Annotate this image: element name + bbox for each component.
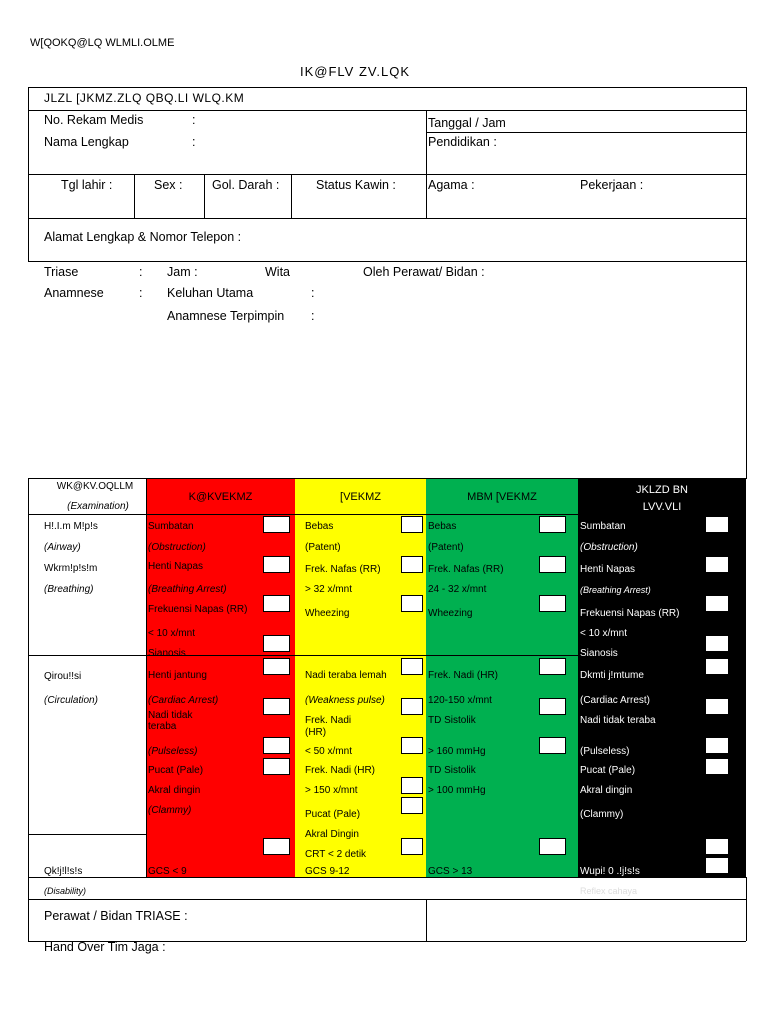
black-cardiac-arrest: (Cardiac Arrest) — [580, 695, 651, 706]
checkbox-green-bebas[interactable] — [539, 516, 566, 533]
black-lt10: < 10 x/mnt — [580, 628, 627, 639]
row-circulation-code: Qirou!!si — [44, 671, 82, 682]
red-akral: Akral dingin — [148, 785, 201, 796]
checkbox-yellow-crt[interactable] — [401, 838, 423, 855]
checkbox-yellow-pucat[interactable] — [401, 797, 423, 814]
label-pendidikan: Pendidikan : — [428, 135, 497, 149]
checkbox-yellow-frek-nadi[interactable] — [401, 698, 423, 715]
red-frekuensi: Frekuensi Napas (RR) — [148, 604, 248, 615]
yellow-patent: (Patent) — [305, 542, 341, 553]
row-breathing-label: (Breathing) — [44, 584, 94, 595]
checkbox-black-pulseless[interactable] — [705, 737, 729, 754]
black-denyut: Dkmti j!mtume — [580, 670, 644, 681]
colon: : — [139, 265, 143, 279]
checkbox-green-td-2[interactable] — [539, 737, 566, 754]
yellow-frek-nadi-hr: Frek. Nadi (HR) — [305, 765, 376, 776]
checkbox-yellow-nadi-lemah[interactable] — [401, 658, 423, 675]
checkbox-red-frekuensi[interactable] — [263, 595, 290, 612]
row-airway-code: H!.I.m M!p!s — [44, 521, 98, 532]
checkbox-black-frekuensi[interactable] — [705, 595, 729, 612]
checkbox-red-henti-jantung[interactable] — [263, 658, 290, 675]
checkbox-black-pucat[interactable] — [705, 758, 729, 775]
checkbox-black-henti-napas[interactable] — [705, 556, 729, 573]
yellow-akral: Akral Dingin — [305, 829, 359, 840]
checkbox-red-gcs[interactable] — [263, 838, 290, 855]
black-obstruction: (Obstruction) — [580, 542, 638, 553]
yellow-pucat: Pucat (Pale) — [305, 809, 361, 820]
row-breathing-code: Wkrm!p!s!m — [44, 563, 98, 574]
green-gt160: > 160 mmHg — [428, 746, 486, 757]
red-henti-napas: Henti Napas — [148, 561, 204, 572]
green-td-1: TD Sistolik — [428, 715, 476, 726]
green-gcs: GCS > 13 — [428, 866, 473, 877]
red-nadi-tidak-1: Nadi tidak — [148, 710, 193, 721]
checkbox-black-sumbatan[interactable] — [705, 516, 729, 533]
green-rr-range: 24 - 32 x/mnt — [428, 584, 487, 595]
red-gcs: GCS < 9 — [148, 866, 187, 877]
yellow-header: [VEKMZ — [340, 491, 381, 503]
black-reflex: Reflex cahaya — [580, 886, 638, 896]
yellow-weakness: (Weakness pulse) — [305, 695, 385, 706]
colon: : — [139, 286, 143, 300]
black-pulseless: (Pulseless) — [580, 746, 630, 757]
checkbox-black-denyut[interactable] — [705, 658, 729, 675]
colon: : — [311, 286, 315, 300]
checkbox-red-sumbatan[interactable] — [263, 516, 290, 533]
checkbox-black-sianosis[interactable] — [705, 635, 729, 652]
label-gol-darah: Gol. Darah : — [212, 178, 280, 192]
red-lt10: < 10 x/mnt — [148, 628, 195, 639]
checkbox-yellow-gt150[interactable] — [401, 777, 423, 794]
red-sianosis: Sianosis — [148, 648, 186, 659]
section-header: JLZL [JKMZ.ZLQ QBQ.LI WLQ.KM — [44, 91, 245, 105]
yellow-gcs: GCS 9-12 — [305, 866, 350, 877]
row-disability-code: Qk!j!l!s!s — [44, 866, 83, 877]
red-breathing-arrest: (Breathing Arrest) — [148, 584, 227, 595]
yellow-lt50: < 50 x/mnt — [305, 746, 352, 757]
checkbox-black-pupil[interactable] — [705, 838, 729, 855]
black-akral: Akral dingin — [580, 785, 633, 796]
green-td-2: TD Sistolik — [428, 765, 476, 776]
black-header-2: LVV.VLI — [642, 501, 682, 513]
red-pucat: Pucat (Pale) — [148, 765, 204, 776]
label-triase: Triase — [44, 265, 79, 279]
red-henti-jantung: Henti jantung — [148, 670, 207, 681]
label-anamnese-terpimpin: Anamnese Terpimpin — [167, 309, 285, 323]
label-oleh-perawat: Oleh Perawat/ Bidan : — [363, 265, 485, 279]
red-nadi-tidak-2: teraba — [148, 721, 177, 732]
red-obstruction: (Obstruction) — [148, 542, 206, 553]
checkbox-red-nadi-tidak[interactable] — [263, 698, 290, 715]
yellow-bebas: Bebas — [305, 521, 334, 532]
red-pulseless: (Pulseless) — [148, 746, 198, 757]
checkbox-green-gcs[interactable] — [539, 838, 566, 855]
green-wheezing: Wheezing — [428, 608, 473, 619]
doc-code: W[QOKQ@LQ WLMLI.OLME — [30, 37, 175, 49]
label-anamnese: Anamnese — [44, 286, 104, 300]
colon: : — [192, 113, 196, 127]
red-header: K@KVEKMZ — [188, 491, 253, 503]
green-header: MBM [VEKMZ — [467, 491, 537, 503]
row-airway-label: (Airway) — [44, 542, 81, 553]
yellow-frek-nafas: Frek. Nafas (RR) — [305, 564, 381, 575]
label-keluhan-utama: Keluhan Utama — [167, 286, 254, 300]
checkbox-black-nadi-tidak[interactable] — [705, 698, 729, 715]
colon: : — [311, 309, 315, 323]
black-breathing-arrest: (Breathing Arrest) — [580, 585, 651, 595]
black-sianosis: Sianosis — [580, 648, 618, 659]
black-henti-napas: Henti Napas — [580, 564, 636, 575]
red-cardiac-arrest: (Cardiac Arrest) — [148, 695, 219, 706]
label-tanggal-jam: Tanggal / Jam — [428, 116, 506, 130]
green-hr-range: 120-150 x/mnt — [428, 695, 492, 706]
checkbox-yellow-bebas[interactable] — [401, 516, 423, 533]
yellow-wheezing: Wheezing — [305, 608, 350, 619]
black-sumbatan: Sumbatan — [580, 521, 626, 532]
exam-header-label: (Examination) — [67, 501, 129, 512]
red-sumbatan: Sumbatan — [148, 521, 194, 532]
yellow-gt32: > 32 x/mnt — [305, 584, 352, 595]
checkbox-black-reflex[interactable] — [705, 857, 729, 874]
row-disability-label: (Disability) — [44, 886, 87, 896]
label-nama-lengkap: Nama Lengkap — [44, 135, 129, 149]
green-frek-nafas: Frek. Nafas (RR) — [428, 564, 504, 575]
black-pupil: Wupi! 0 .!j!s!s — [580, 866, 640, 877]
label-tgl-lahir: Tgl lahir : — [61, 178, 113, 192]
checkbox-yellow-frek-nafas[interactable] — [401, 556, 423, 573]
yellow-gt150: > 150 x/mnt — [305, 785, 358, 796]
exam-header-code: WK@KV.OQLLM — [56, 481, 134, 492]
checkbox-red-henti-napas[interactable] — [263, 556, 290, 573]
black-clammy: (Clammy) — [580, 809, 624, 820]
black-header-1: JKLZD BN — [636, 484, 688, 496]
black-frekuensi: Frekuensi Napas (RR) — [580, 608, 680, 619]
colon: : — [192, 135, 196, 149]
black-nadi-tidak: Nadi tidak teraba — [580, 715, 656, 726]
label-status-kawin: Status Kawin : — [316, 178, 396, 192]
yellow-crt: CRT < 2 detik — [305, 849, 367, 860]
row-circulation-label: (Circulation) — [44, 695, 98, 706]
yellow-frek-nadi-2: (HR) — [305, 727, 327, 738]
yellow-frek-nadi-1: Frek. Nadi — [305, 715, 352, 726]
label-sex: Sex : — [154, 178, 183, 192]
checkbox-green-td-1[interactable] — [539, 698, 566, 715]
yellow-nadi-lemah: Nadi teraba lemah — [305, 670, 387, 681]
checkbox-red-sianosis[interactable] — [263, 635, 290, 652]
label-wita: Wita — [265, 265, 290, 279]
label-alamat: Alamat Lengkap & Nomor Telepon : — [44, 230, 242, 244]
checkbox-green-frek-nadi[interactable] — [539, 658, 566, 675]
checkbox-red-pulseless[interactable] — [263, 737, 290, 754]
black-pucat: Pucat (Pale) — [580, 765, 636, 776]
label-agama: Agama : — [428, 178, 475, 192]
checkbox-yellow-lt50[interactable] — [401, 737, 423, 754]
label-no-rekam-medis: No. Rekam Medis — [44, 113, 144, 127]
green-patent: (Patent) — [428, 542, 464, 553]
green-gt100: > 100 mmHg — [428, 785, 486, 796]
checkbox-red-pucat[interactable] — [263, 758, 290, 775]
green-frek-nadi: Frek. Nadi (HR) — [428, 670, 499, 681]
checkbox-green-frek-nafas[interactable] — [539, 556, 566, 573]
red-clammy: (Clammy) — [148, 805, 192, 816]
doc-title: IK@FLV ZV.LQK — [300, 64, 411, 79]
label-pekerjaan: Pekerjaan : — [580, 178, 644, 192]
checkbox-green-wheezing[interactable] — [539, 595, 566, 612]
label-jam: Jam : — [167, 265, 198, 279]
label-perawat-triase: Perawat / Bidan TRIASE : — [44, 909, 188, 923]
checkbox-yellow-wheezing[interactable] — [401, 595, 423, 612]
label-hand-over: Hand Over Tim Jaga : — [44, 940, 166, 954]
green-bebas: Bebas — [428, 521, 457, 532]
